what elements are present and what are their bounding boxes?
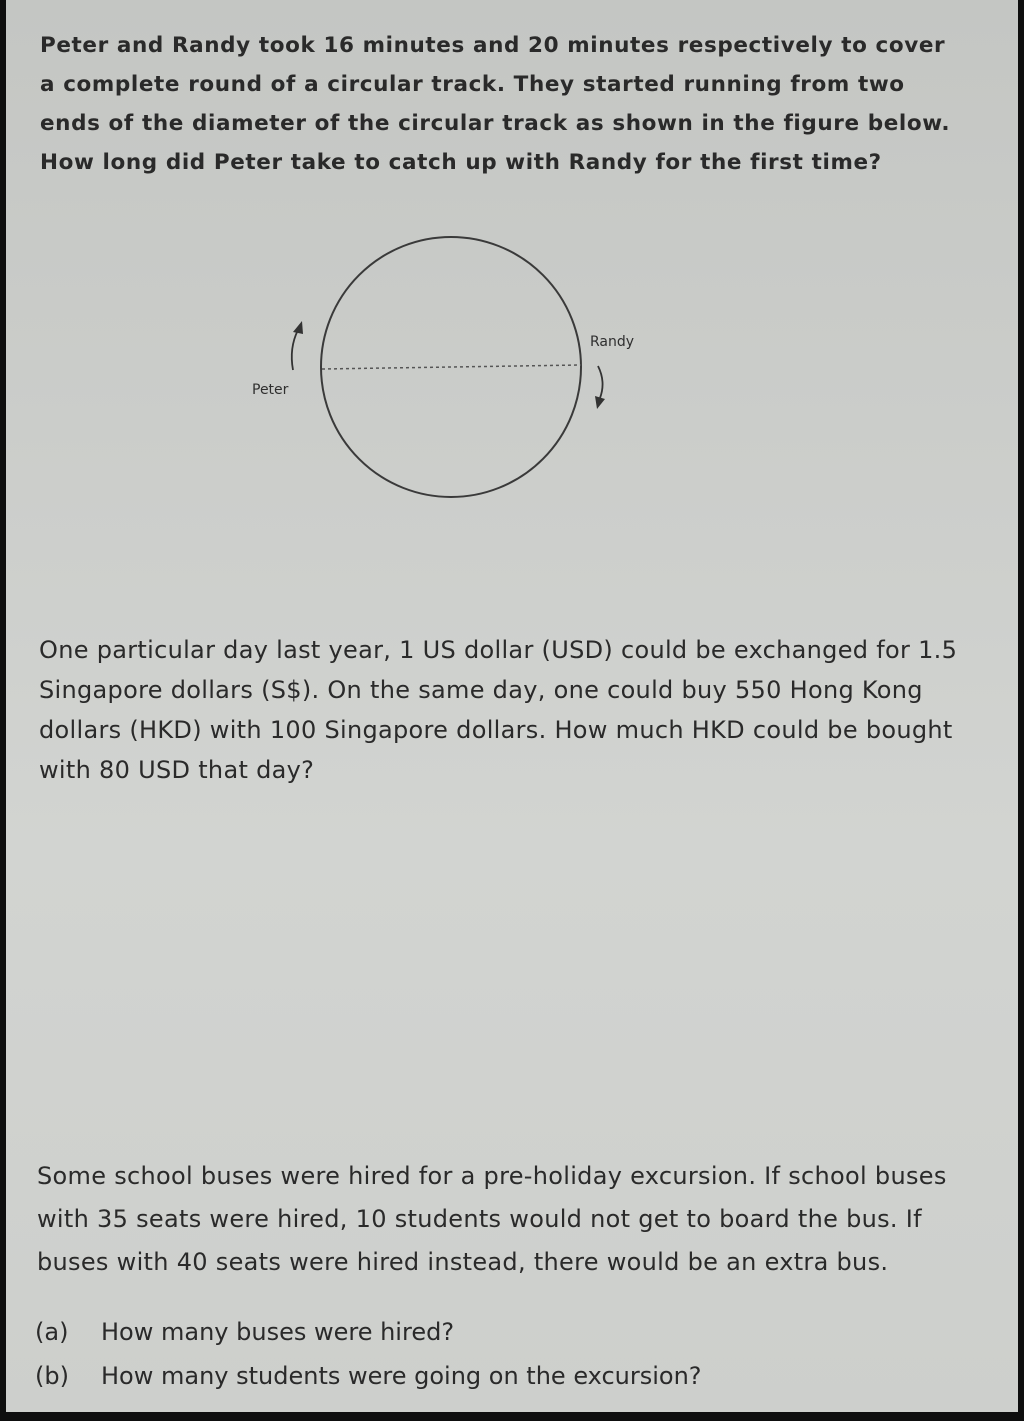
randy-arrowhead-icon bbox=[595, 396, 605, 409]
peter-arrowhead-icon bbox=[293, 321, 303, 334]
question-1-text: Peter and Randy took 16 minutes and 20 minutes respectively to cover a complete round of a circular track. They started running from two ends of the diameter of the circular track as shown in the figure below. How long did Peter take to catch up with Randy for the first time? bbox=[40, 33, 951, 175]
peter-direction-arrow bbox=[292, 330, 298, 370]
randy-direction-arrow bbox=[598, 366, 603, 398]
diameter-line bbox=[322, 365, 581, 369]
question-3-text: Some school buses were hired for a pre-holiday excursion. If school buses with 35 seats were hired, 10 students would not get to board the bus. If buses with 40 seats were hired instead, there would be an extra bus. bbox=[37, 1162, 947, 1276]
part-b-text: How many students were going on the excursion? bbox=[101, 1362, 702, 1390]
part-a-text: How many buses were hired? bbox=[101, 1318, 455, 1346]
question-2-text: One particular day last year, 1 US dollar (USD) could be exchanged for 1.5 Singapore dollars (S$). On the same day, one could buy 550 Hong Kong dollars (HKD) with 100 Singapore dollars. How much HKD could be bought with 80 USD that day? bbox=[39, 636, 958, 784]
peter-label: Peter bbox=[252, 382, 289, 398]
circular-track bbox=[321, 237, 581, 497]
part-b-label: (b) bbox=[35, 1362, 69, 1390]
worksheet-page bbox=[6, 0, 1018, 1412]
part-a-label: (a) bbox=[35, 1318, 69, 1346]
randy-label: Randy bbox=[590, 334, 635, 350]
question-3-part-a bbox=[35, 1318, 454, 1346]
question-3-part-b bbox=[35, 1362, 702, 1390]
circular-track-figure bbox=[6, 0, 1018, 620]
